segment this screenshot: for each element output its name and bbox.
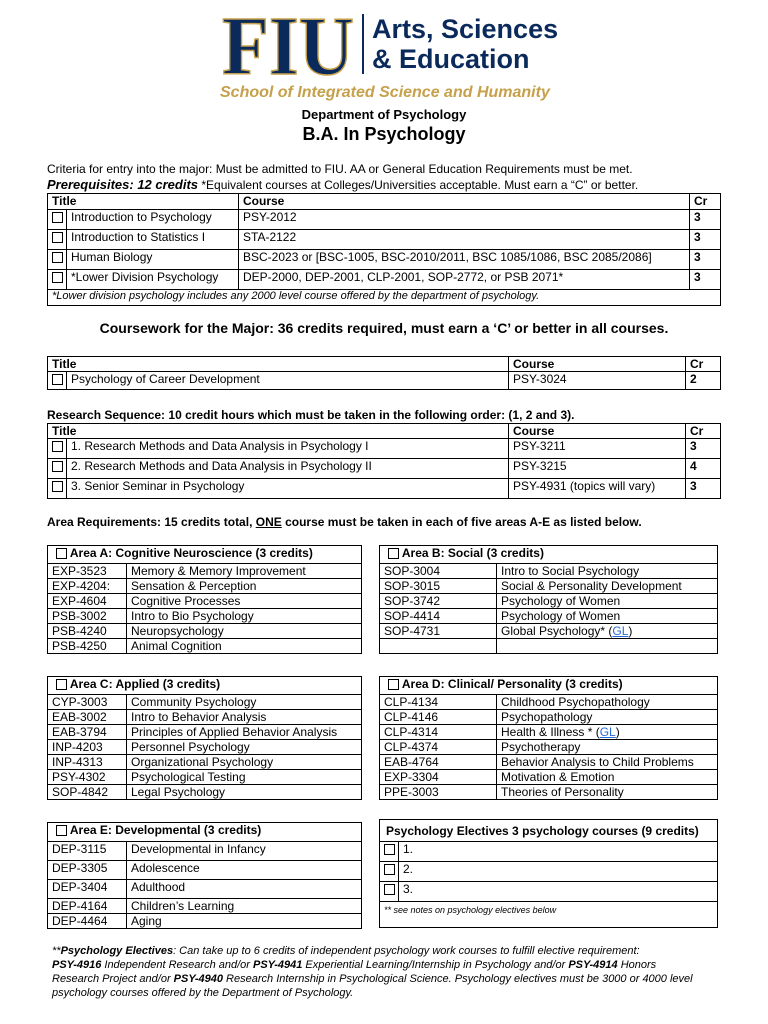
col-cr: Cr [686, 357, 721, 372]
electives-note: ** see notes on psychology electives below [380, 902, 718, 928]
checkbox[interactable] [388, 679, 399, 690]
course-code: PSY-4302 [48, 770, 127, 785]
course-title [497, 624, 718, 639]
area-req-text: Area Requirements: 15 credits total, [47, 515, 256, 529]
electives-title: Psychology Electives 3 psychology courses (9 credits) [380, 820, 718, 842]
notes-lead: ** [52, 945, 61, 957]
area-d-table [379, 676, 718, 800]
credits: 2 [686, 372, 721, 390]
course-code: EAB-3794 [48, 725, 127, 740]
elective-slot [380, 882, 718, 902]
course-title: Introduction to Psychology [67, 210, 239, 230]
table-row [380, 609, 718, 624]
checkbox[interactable] [48, 479, 67, 499]
elective-slot-label: 2. [399, 862, 718, 882]
table-row [380, 624, 718, 639]
course-title: Childhood Psychopathology [497, 695, 718, 710]
course-title: Legal Psychology [127, 785, 362, 800]
course-code: PSY-4940 [173, 973, 223, 985]
course-code: INP-4313 [48, 755, 127, 770]
area-d-header [380, 677, 718, 695]
table-row [48, 459, 721, 479]
credits: 3 [690, 270, 721, 290]
course-code: PSY-3024 [509, 372, 686, 390]
course-code: PSB-4250 [48, 639, 127, 654]
col-course: Course [509, 357, 686, 372]
course-title-text: Global Psychology* ( [501, 624, 613, 638]
course-title: Cognitive Processes [127, 594, 362, 609]
course-code: CYP-3003 [48, 695, 127, 710]
notes-line-3 [52, 972, 732, 986]
table-row [48, 439, 721, 459]
gl-link[interactable]: GL [612, 624, 629, 638]
course-code: DEP-2000, DEP-2001, CLP-2001, SOP-2772, or PSB 2071* [239, 270, 690, 290]
table-row [48, 230, 721, 250]
elective-slot [380, 862, 718, 882]
course-code: CLP-4314 [380, 725, 497, 740]
fiu-logo [222, 8, 357, 80]
table-row [48, 372, 721, 390]
area-c-title: Area C: Applied (3 credits) [69, 677, 221, 691]
electives-notes [52, 944, 732, 1000]
area-e-header [48, 823, 362, 842]
notes-text: : Can take up to 6 credits of independent psychology work courses to fulfill elective requirement: [173, 945, 640, 957]
col-title: Title [48, 357, 509, 372]
area-c-header [48, 677, 362, 695]
table-row [48, 861, 362, 880]
course-title: Neuropsychology [127, 624, 362, 639]
course-title: Animal Cognition [127, 639, 362, 654]
area-e-table [47, 822, 362, 929]
course-title: Adulthood [127, 880, 362, 899]
course-code: PSY-3211 [509, 439, 686, 459]
table-row [48, 210, 721, 230]
table-row [380, 594, 718, 609]
school-name: School of Integrated Science and Humanity [220, 84, 550, 101]
prereq-note: *Equivalent courses at Colleges/Universities acceptable. Must earn a “C” or better. [198, 178, 639, 192]
department-name: Department of Psychology [301, 107, 467, 122]
table-row [48, 740, 362, 755]
area-d-title: Area D: Clinical/ Personality (3 credits) [401, 677, 623, 691]
credits: 3 [690, 250, 721, 270]
area-b-table [379, 545, 718, 654]
course-code: PSB-3002 [48, 609, 127, 624]
course-title: Theories of Personality [497, 785, 718, 800]
criteria-text: Criteria for entry into the major: Must be admitted to FIU. AA or General Education Requirements must be met. [47, 162, 633, 176]
notes-text: Independent Research and/or [101, 959, 253, 971]
course-title: 3. Senior Seminar in Psychology [67, 479, 509, 499]
research-table [47, 423, 721, 499]
notes-text: Experiential Learning/Internship in Psychology and/or [302, 959, 569, 971]
course-code: INP-4203 [48, 740, 127, 755]
table-row [48, 579, 362, 594]
elective-slot-label: 1. [399, 842, 718, 862]
checkbox[interactable] [388, 548, 399, 559]
course-title: Psychology of Career Development [67, 372, 509, 390]
table-row [48, 564, 362, 579]
fiu-logo-graphic [222, 8, 357, 80]
career-table [47, 356, 721, 390]
area-a-title: Area A: Cognitive Neuroscience (3 credits) [69, 546, 313, 560]
course-title: Psychology of Women [497, 609, 718, 624]
course-title: Intro to Social Psychology [497, 564, 718, 579]
course-title: Introduction to Statistics I [67, 230, 239, 250]
coursework-heading: Coursework for the Major: 36 credits required, must earn a ‘C’ or better in all courses. [99, 320, 669, 336]
area-b-title: Area B: Social (3 credits) [401, 546, 544, 560]
prereq-heading [47, 177, 638, 192]
course-code: SOP-3742 [380, 594, 497, 609]
table-row [380, 579, 718, 594]
area-req-text-end: course must be taken in each of five areas A-E as listed below. [281, 515, 642, 529]
course-code: PSY-2012 [239, 210, 690, 230]
degree-title: B.A. In Psychology [302, 124, 466, 144]
table-row [48, 624, 362, 639]
area-req-one: ONE [255, 515, 282, 529]
course-title: *Lower Division Psychology [67, 270, 239, 290]
table-row [380, 755, 718, 770]
course-title: Motivation & Emotion [497, 770, 718, 785]
checkbox[interactable] [48, 439, 67, 459]
table-row [48, 639, 362, 654]
course-code: PSY-4941 [253, 959, 303, 971]
logo-text: FIU [222, 8, 354, 80]
course-code: SOP-3004 [380, 564, 497, 579]
credits: 4 [686, 459, 721, 479]
course-code: DEP-4164 [48, 899, 127, 914]
notes-text: Honors [617, 959, 657, 971]
course-code: EXP-3304 [380, 770, 497, 785]
col-title: Title [48, 424, 509, 439]
table-row [48, 899, 362, 914]
course-code: PSY-4931 (topics will vary) [509, 479, 686, 499]
table-row [48, 880, 362, 899]
table-row [48, 725, 362, 740]
course-code: SOP-4731 [380, 624, 497, 639]
notes-text: Research Internship in Psychological Science. Psychology electives must be 3000 or 4000 level [223, 973, 693, 985]
course-title: Behavior Analysis to Child Problems [497, 755, 718, 770]
area-c-table [47, 676, 362, 800]
course-title: 2. Research Methods and Data Analysis in Psychology II [67, 459, 509, 479]
checkbox[interactable] [48, 372, 67, 390]
prereq-label: Prerequisites: 12 credits [47, 177, 199, 192]
col-title: Title [48, 194, 239, 210]
area-a-table [47, 545, 362, 654]
table-row [48, 270, 721, 290]
course-title: Psychotherapy [497, 740, 718, 755]
table-row [380, 639, 718, 654]
table-row [48, 842, 362, 861]
table-row [48, 710, 362, 725]
area-e-title: Area E: Developmental (3 credits) [69, 823, 262, 837]
table-row [380, 710, 718, 725]
course-title [497, 639, 718, 654]
course-code: SOP-3015 [380, 579, 497, 594]
table-row [380, 770, 718, 785]
prereq-footnote: *Lower division psychology includes any 2000 level course offered by the department of psychology. [48, 290, 721, 306]
table-row [380, 695, 718, 710]
course-title [497, 725, 718, 740]
course-code: BSC-2023 or [BSC-1005, BSC-2010/2011, BSC 1085/1086, BSC 2085/2086] [239, 250, 690, 270]
course-code: EXP-4604 [48, 594, 127, 609]
course-code: PPE-3003 [380, 785, 497, 800]
college-name-line1: Arts, Sciences [372, 14, 559, 44]
table-row [48, 695, 362, 710]
checkbox[interactable] [380, 842, 399, 862]
course-code: STA-2122 [239, 230, 690, 250]
college-name-line2: & Education [372, 44, 530, 74]
course-title: Children’s Learning [127, 899, 362, 914]
course-code: DEP-3404 [48, 880, 127, 899]
course-code [380, 639, 497, 654]
checkbox[interactable] [380, 882, 399, 902]
credits: 3 [686, 479, 721, 499]
course-title: Adolescence [127, 861, 362, 880]
course-code: EXP-3523 [48, 564, 127, 579]
course-title: Intro to Behavior Analysis [127, 710, 362, 725]
course-code: DEP-3115 [48, 842, 127, 861]
course-code: CLP-4374 [380, 740, 497, 755]
notes-line-2 [52, 958, 732, 972]
course-code: EAB-3002 [48, 710, 127, 725]
course-code: PSY-3215 [509, 459, 686, 479]
course-code: CLP-4146 [380, 710, 497, 725]
checkbox[interactable] [48, 270, 67, 290]
course-code: EAB-4764 [380, 755, 497, 770]
course-title: Developmental in Infancy [127, 842, 362, 861]
course-title: Psychology of Women [497, 594, 718, 609]
research-heading: Research Sequence: 10 credit hours which must be taken in the following order: (1, 2 and 3). [47, 408, 575, 422]
course-code: EXP-4204: [48, 579, 127, 594]
area-a-header [48, 546, 362, 564]
course-title: Memory & Memory Improvement [127, 564, 362, 579]
table-row [380, 725, 718, 740]
table-row [48, 914, 362, 929]
course-title: Human Biology [67, 250, 239, 270]
checkbox[interactable] [48, 210, 67, 230]
table-row [48, 609, 362, 624]
course-title: Social & Personality Development [497, 579, 718, 594]
table-row [380, 785, 718, 800]
table-row [48, 479, 721, 499]
checkbox[interactable] [380, 862, 399, 882]
table-row [48, 755, 362, 770]
checkbox[interactable] [48, 250, 67, 270]
area-requirements-heading [47, 515, 642, 529]
gl-close: ) [628, 624, 633, 638]
course-code: SOP-4842 [48, 785, 127, 800]
course-title-text: Health & Illness * ( [501, 725, 600, 739]
course-title: Aging [127, 914, 362, 929]
logo-divider [362, 14, 364, 74]
checkbox[interactable] [48, 459, 67, 479]
checkbox[interactable] [56, 548, 67, 559]
gl-link[interactable]: GL [599, 725, 616, 739]
table-row [48, 785, 362, 800]
course-title: Sensation & Perception [127, 579, 362, 594]
col-cr: Cr [686, 424, 721, 439]
table-row [380, 740, 718, 755]
table-row [48, 594, 362, 609]
credits: 3 [690, 230, 721, 250]
course-code: SOP-4414 [380, 609, 497, 624]
col-cr: Cr [690, 194, 721, 210]
notes-bold: Psychology Electives [60, 945, 174, 957]
notes-text: Research Project and/or [52, 973, 174, 985]
course-title: 1. Research Methods and Data Analysis in Psychology I [67, 439, 509, 459]
elective-slot [380, 842, 718, 862]
course-title: Personnel Psychology [127, 740, 362, 755]
course-title: Organizational Psychology [127, 755, 362, 770]
notes-line-4: psychology courses offered by the Department of Psychology. [52, 987, 354, 999]
table-row [48, 250, 721, 270]
course-code: DEP-4464 [48, 914, 127, 929]
course-code: PSY-4916 [52, 959, 102, 971]
course-title: Intro to Bio Psychology [127, 609, 362, 624]
course-code: PSY-4914 [568, 959, 618, 971]
table-row [48, 770, 362, 785]
table-row [380, 564, 718, 579]
electives-table [379, 819, 718, 928]
course-code: CLP-4134 [380, 695, 497, 710]
course-title: Principles of Applied Behavior Analysis [127, 725, 362, 740]
checkbox[interactable] [48, 230, 67, 250]
elective-slot-label: 3. [399, 882, 718, 902]
checkbox[interactable] [56, 825, 67, 836]
course-title: Psychological Testing [127, 770, 362, 785]
credits: 3 [690, 210, 721, 230]
col-course: Course [239, 194, 690, 210]
gl-close: ) [615, 725, 620, 739]
checkbox[interactable] [56, 679, 67, 690]
col-course: Course [509, 424, 686, 439]
prereq-table [47, 193, 721, 306]
course-code: DEP-3305 [48, 861, 127, 880]
course-code: PSB-4240 [48, 624, 127, 639]
area-b-header [380, 546, 718, 564]
credits: 3 [686, 439, 721, 459]
notes-line-1 [52, 944, 732, 958]
course-title: Community Psychology [127, 695, 362, 710]
course-title: Psychopathology [497, 710, 718, 725]
